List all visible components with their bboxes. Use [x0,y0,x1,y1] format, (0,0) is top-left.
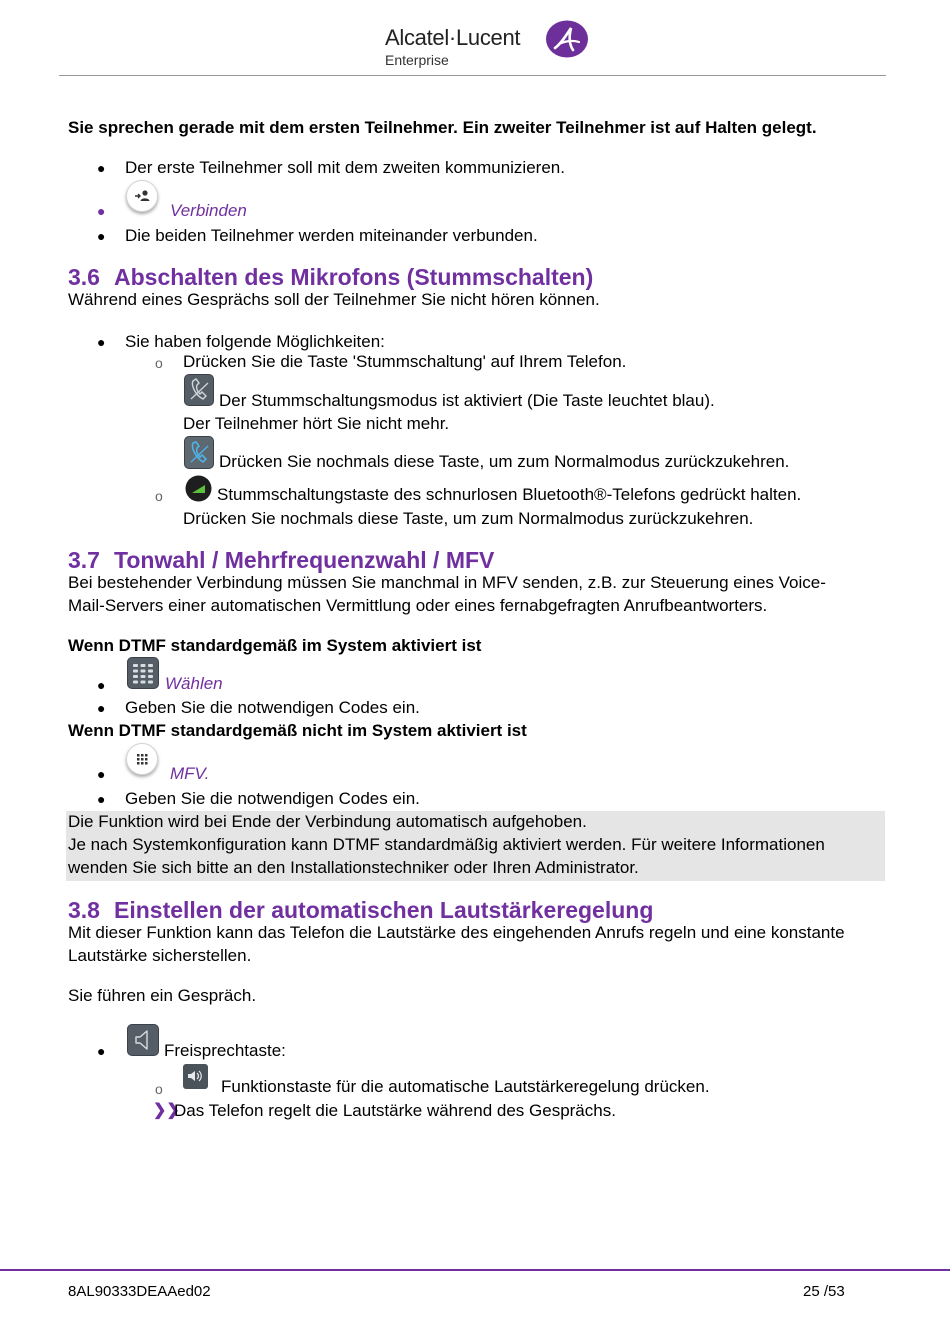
keypad-icon [127,657,159,689]
s38-paragraph-line-2: Lautstärke sicherstellen. [68,946,252,965]
s38-paragraph-3: Sie führen ein Gespräch. [68,986,257,1005]
connect-icon [126,180,158,212]
speaker-icon [127,1024,159,1056]
mute-key-active-icon [184,436,214,469]
section-heading-3-8 [68,897,653,923]
s37-bullet-2: Geben Sie die notwendigen Codes ein. [125,698,420,717]
s36-paragraph: Während eines Gesprächs soll der Teilnehmer Sie nicht hören können. [68,290,600,309]
dtmf-icon [126,743,158,775]
s36-option-1a: Der Stummschaltungsmodus ist aktiviert (Die Taste leuchtet blau). [219,391,715,410]
bullet-dot: ● [97,228,106,244]
footer-divider [0,1269,950,1271]
s37-paragraph-line-2: Mail-Servers einer automatischen Vermittlung oder eines fernabgefragten Anrufbeantworters. [68,596,768,615]
speaker-label: Freisprechtaste: [164,1041,286,1060]
dial-label: Wählen [165,674,223,693]
dtmf-label: MFV. [170,764,210,783]
sub-bullet: o [155,1081,163,1097]
bullet-dot: ● [97,160,106,176]
bullet-dot: ● [97,766,106,782]
s36-option-1: Drücken Sie die Taste 'Stummschaltung' auf Ihrem Telefon. [183,352,627,371]
s38-result: Das Telefon regelt die Lautstärke während des Gesprächs. [174,1101,616,1120]
note-line-1: Die Funktion wird bei Ende der Verbindung automatisch aufgehoben. [68,812,587,831]
sub-bullet: o [155,488,163,504]
s37-subheading-1: Wenn DTMF standardgemäß im System aktiviert ist [68,636,482,655]
sub-bullet: o [155,355,163,371]
result-arrow-icon: ❯❯ [153,1102,180,1119]
s38-option-1: Funktionstaste für die automatische Lautstärkeregelung drücken. [221,1077,710,1096]
s36-option-1b: Der Teilnehmer hört Sie nicht mehr. [183,414,450,433]
note-line-3: wenden Sie sich bitte an den Installationstechniker oder Ihren Administrator. [68,858,639,877]
section-title: Tonwahl / Mehrfrequenzwahl / MFV [114,547,495,573]
intro-bullet-3: Die beiden Teilnehmer werden miteinander verbunden. [125,226,538,245]
bullet-dot: ● [97,791,106,807]
bullet-dot: ● [97,700,106,716]
connect-label: Verbinden [170,201,247,220]
s37-subheading-2: Wenn DTMF standardgemäß nicht im System aktiviert ist [68,721,527,740]
mute-key-icon [184,374,214,406]
bullet-dot: ● [97,203,106,219]
section-number: 3.7 [68,547,100,573]
bullet-dot: ● [97,334,106,350]
intro-heading: Sie sprechen gerade mit dem ersten Teilnehmer. Ein zweiter Teilnehmer ist auf Halten gelegt. [68,118,817,137]
s36-option-1c: Drücken Sie nochmals diese Taste, um zum Normalmodus zurückzukehren. [219,452,790,471]
s36-option-2b: Drücken Sie nochmals diese Taste, um zum Normalmodus zurückzukehren. [183,509,754,528]
brand-subtitle: Enterprise [385,52,449,68]
section-number: 3.8 [68,897,100,923]
s36-option-2: Stummschaltungstaste des schnurlosen Bluetooth®-Telefons gedrückt halten. [217,485,802,504]
section-number: 3.6 [68,264,100,290]
intro-bullet-1: Der erste Teilnehmer soll mit dem zweiten kommunizieren. [125,158,565,177]
section-title: Einstellen der automatischen Lautstärkeregelung [114,897,654,923]
s36-bullet-1: Sie haben folgende Möglichkeiten: [125,332,385,351]
section-title: Abschalten des Mikrofons (Stummschalten) [114,264,594,290]
s37-paragraph-line-1: Bei bestehender Verbindung müssen Sie manchmal in MFV senden, z.B. zur Steuerung eines Voice- [68,573,826,592]
s37-bullet-4: Geben Sie die notwendigen Codes ein. [125,789,420,808]
section-heading-3-7 [68,547,494,573]
note-line-2: Je nach Systemkonfiguration kann DTMF standardmäßig aktiviert werden. Für weitere Informationen [68,835,825,854]
section-heading-3-6 [68,264,593,290]
brand-name: Alcatel·Lucent [385,25,521,50]
header-divider [59,75,886,76]
alcatel-lucent-logo-icon [545,20,589,58]
bluetooth-mute-icon [185,475,212,502]
volume-agc-icon [183,1064,208,1089]
bullet-dot: ● [97,1043,106,1059]
bullet-dot: ● [97,677,106,693]
s38-paragraph-line-1: Mit dieser Funktion kann das Telefon die Lautstärke des eingehenden Anrufs regeln und eine konstante [68,923,845,942]
footer-page-number: 25 /53 [803,1283,845,1300]
footer-doc-id: 8AL90333DEAAed02 [68,1283,211,1300]
